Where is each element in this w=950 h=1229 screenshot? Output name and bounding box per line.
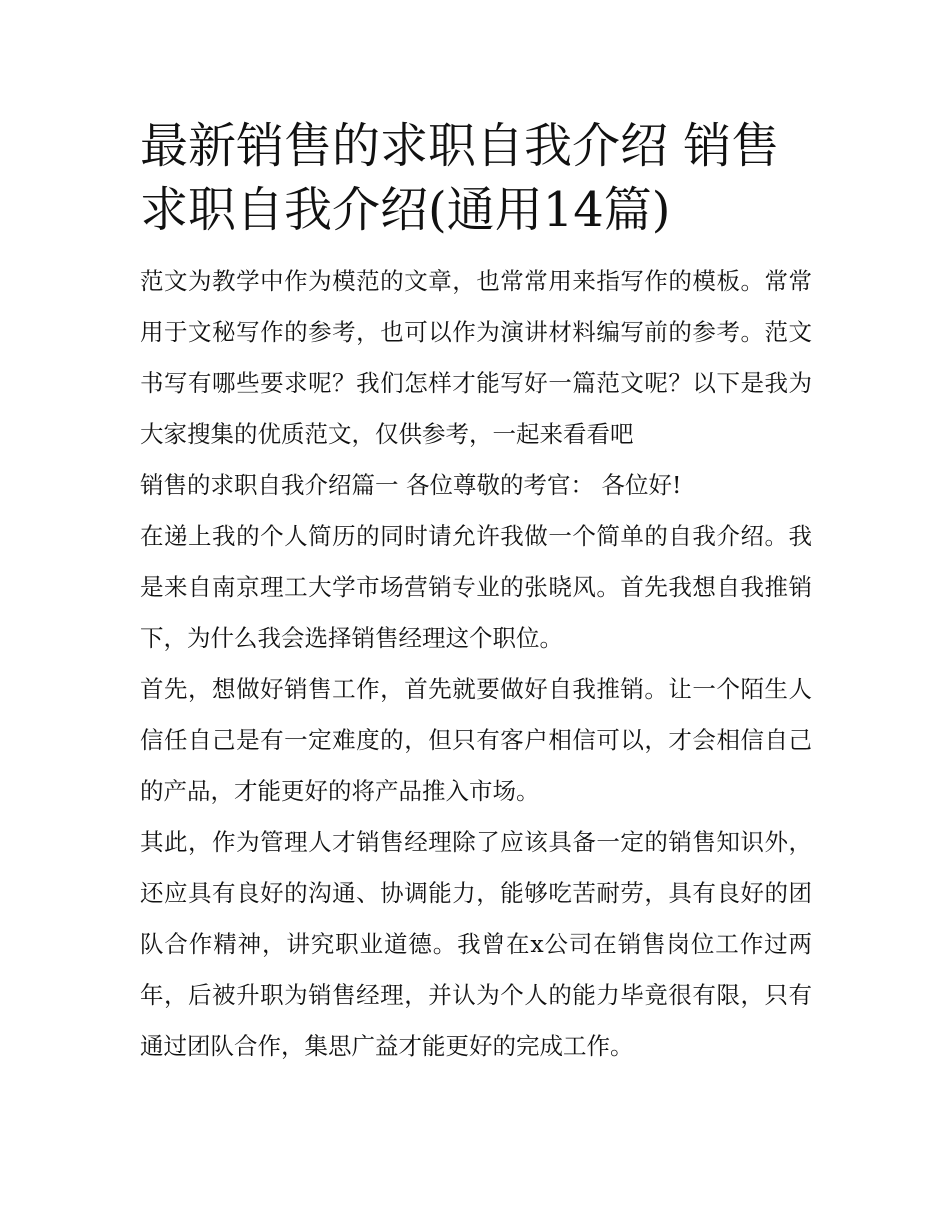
document-title: 最新销售的求职自我介绍 销售求职自我介绍(通用14篇) <box>140 118 780 238</box>
document-body <box>140 114 812 1072</box>
paragraph-experience: 其此，作为管理人才销售经理除了应该具备一定的销售知识外，还应具有良好的沟通、协调能力，能够吃苦耐劳，具有良好的团队合作精神，讲究职业道德。我曾在x公司在销售岗位工作过两年，后被升职为销售经理，并认为个人的能力毕竟很有限，只有通过团队合作，集思广益才能更好的完成工作。 <box>140 828 812 1060</box>
paragraph-intro: 范文为教学中作为模范的文章，也常常用来指写作的模板。常常用于文秘写作的参考，也可以作为演讲材料编写前的参考。范文书写有哪些要求呢？我们怎样才能写好一篇范文呢？以下是我为大家搜集的优质范文，仅供参考，一起来看看吧 <box>140 267 812 448</box>
paragraph-greeting: 销售的求职自我介绍篇一 各位尊敬的考官： 各位好! <box>140 471 682 499</box>
paragraph-self-promotion: 首先，想做好销售工作，首先就要做好自我推销。让一个陌生人信任自己是有一定难度的，但只有客户相信可以，才会相信自己的产品，才能更好的将产品推入市场。 <box>140 675 812 805</box>
paragraph-self-introduction: 在递上我的个人简历的同时请允许我做一个简单的自我介绍。我是来自南京理工大学市场营销专业的张晓风。首先我想自我推销下，为什么我会选择销售经理这个职位。 <box>140 522 812 652</box>
